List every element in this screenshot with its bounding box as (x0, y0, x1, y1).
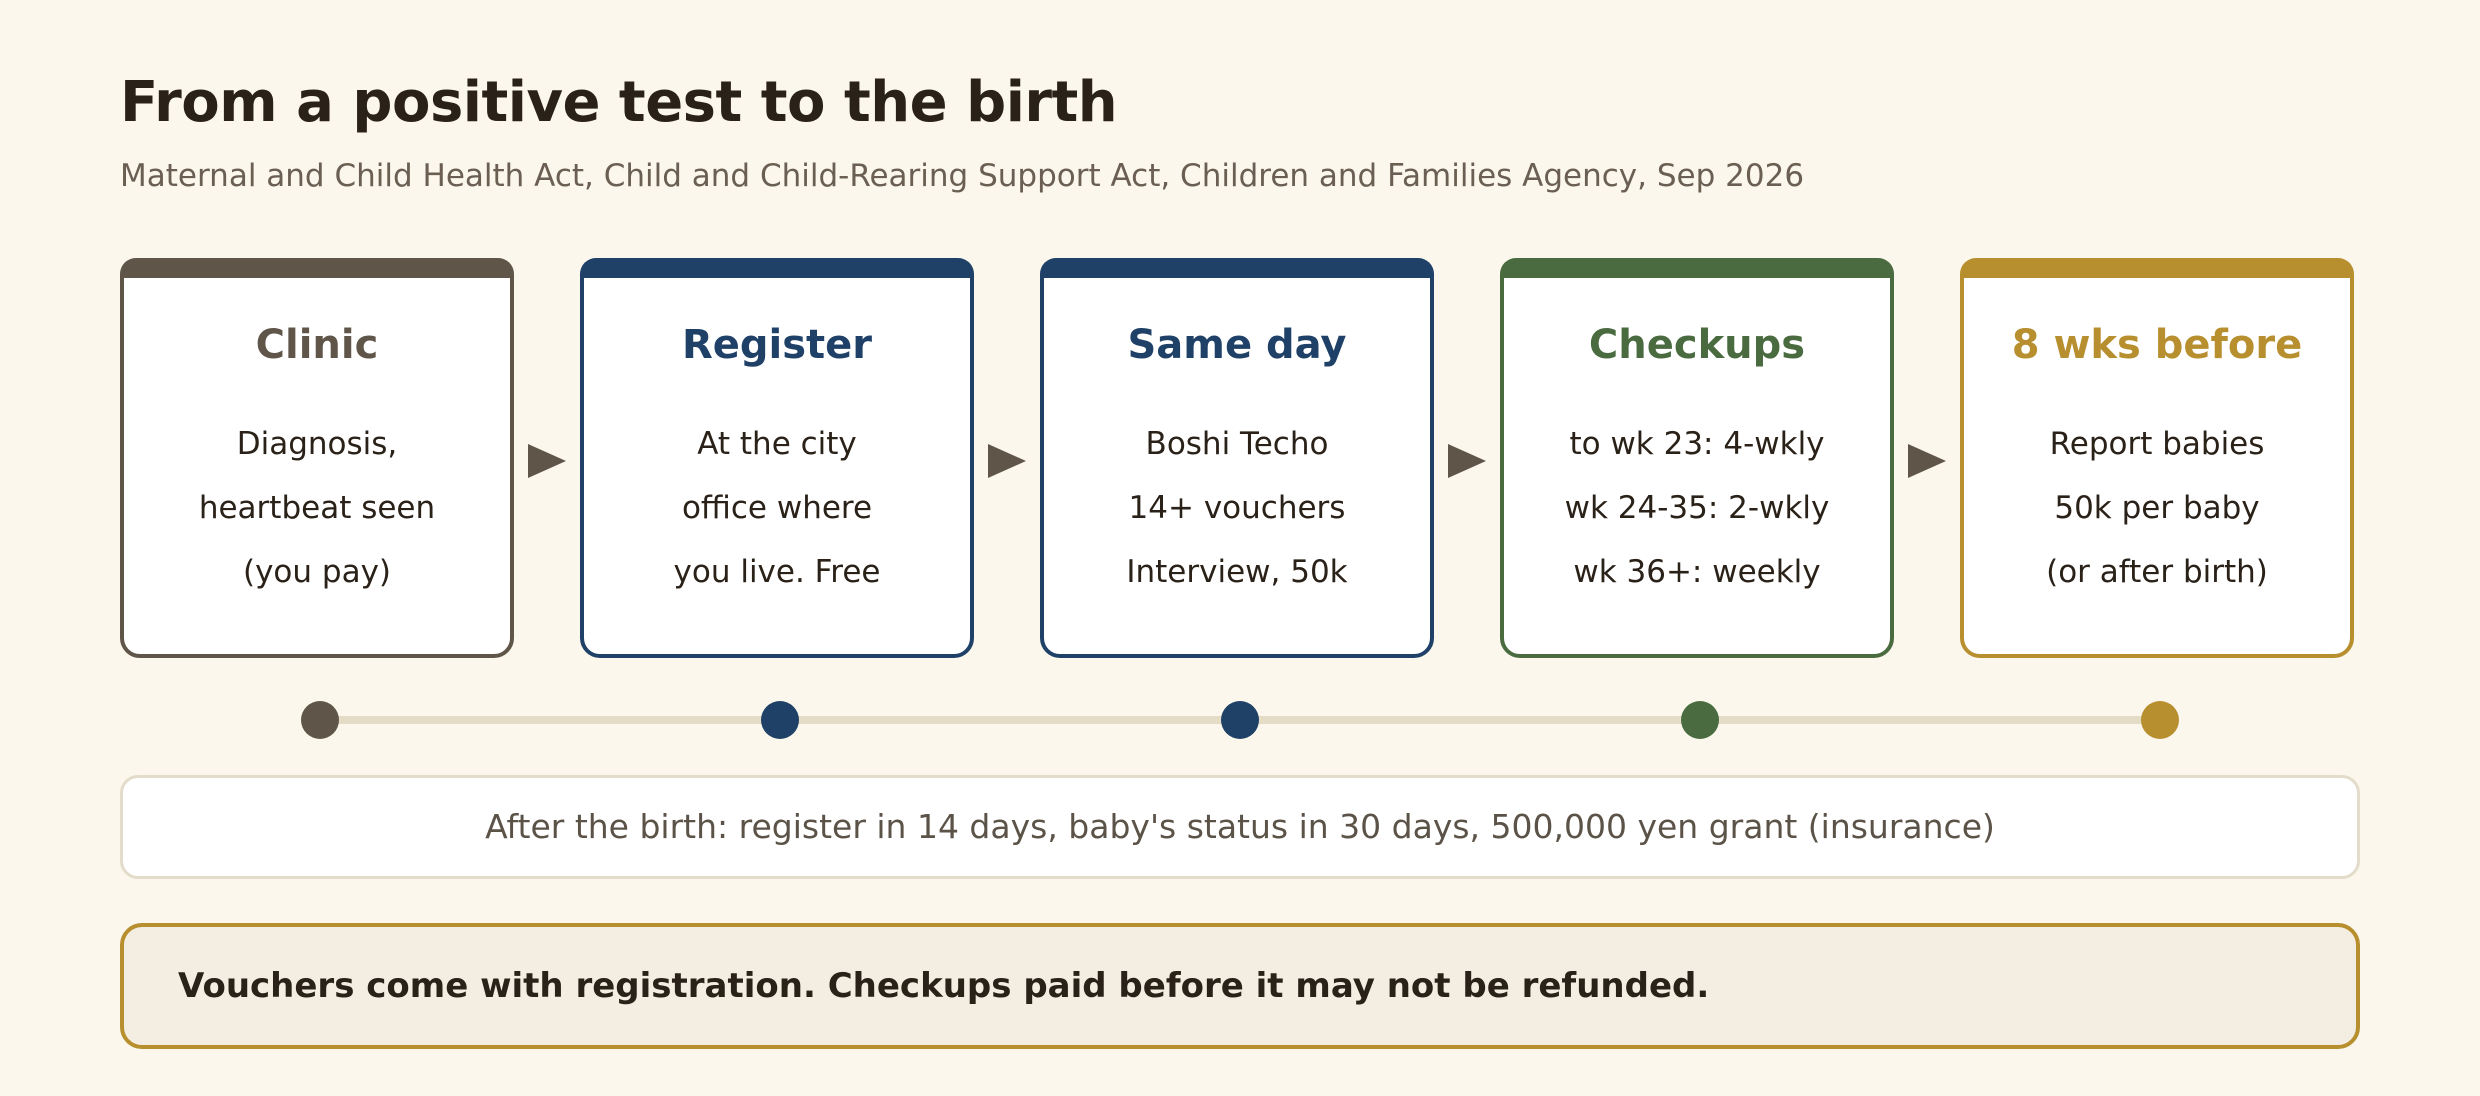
timeline-dot (301, 701, 339, 739)
card-cap (580, 258, 974, 278)
step-line: wk 36+: weekly (1573, 554, 1821, 590)
step-title: Clinic (255, 322, 379, 368)
step-card-checkups (1500, 258, 1894, 658)
step-card-register (580, 258, 974, 658)
page-subtitle: Maternal and Child Health Act, Child and Child-Rearing Support Act, Children and Families Agency, Sep 2026 (120, 158, 1805, 194)
step-title: Register (681, 322, 873, 368)
timeline-dot (1681, 701, 1719, 739)
arrow-right-icon (988, 444, 1026, 478)
card-cap (1960, 258, 2354, 278)
step-line: office where (681, 490, 873, 526)
step-line: you live. Free (673, 554, 881, 590)
step-title: 8 wks before (2011, 322, 2303, 368)
step-card-8-wks-before (1960, 258, 2354, 658)
after-birth-banner: After the birth: register in 14 days, baby's status in 30 days, 500,000 yen grant (insurance) (120, 775, 2360, 879)
timeline-dot (761, 701, 799, 739)
step-line: (you pay) (242, 554, 392, 590)
arrow-right-icon (1908, 444, 1946, 478)
step-title: Same day (1127, 322, 1347, 368)
note-callout: Vouchers come with registration. Checkups paid before it may not be refunded. (120, 923, 2360, 1049)
page-title: From a positive test to the birth (120, 70, 1118, 135)
step-card-same-day (1040, 258, 1434, 658)
step-line: 14+ vouchers (1128, 490, 1346, 526)
step-line: Interview, 50k (1126, 554, 1348, 590)
arrow-right-icon (528, 444, 566, 478)
card-cap (1500, 258, 1894, 278)
card-cap (1040, 258, 1434, 278)
step-line: Boshi Techo (1145, 426, 1329, 462)
step-card-clinic (120, 258, 514, 658)
card-cap (120, 258, 514, 278)
step-line: Report babies (2049, 426, 2265, 462)
step-line: to wk 23: 4-wkly (1569, 426, 1825, 462)
step-line: Diagnosis, (236, 426, 398, 462)
step-line: wk 24-35: 2-wkly (1564, 490, 1830, 526)
step-line: 50k per baby (2054, 490, 2260, 526)
step-line: (or after birth) (2046, 554, 2268, 590)
step-line: At the city (697, 426, 857, 462)
step-line: heartbeat seen (198, 490, 436, 526)
arrow-right-icon (1448, 444, 1486, 478)
step-title: Checkups (1588, 322, 1806, 368)
timeline-dot (2141, 701, 2179, 739)
timeline-dot (1221, 701, 1259, 739)
